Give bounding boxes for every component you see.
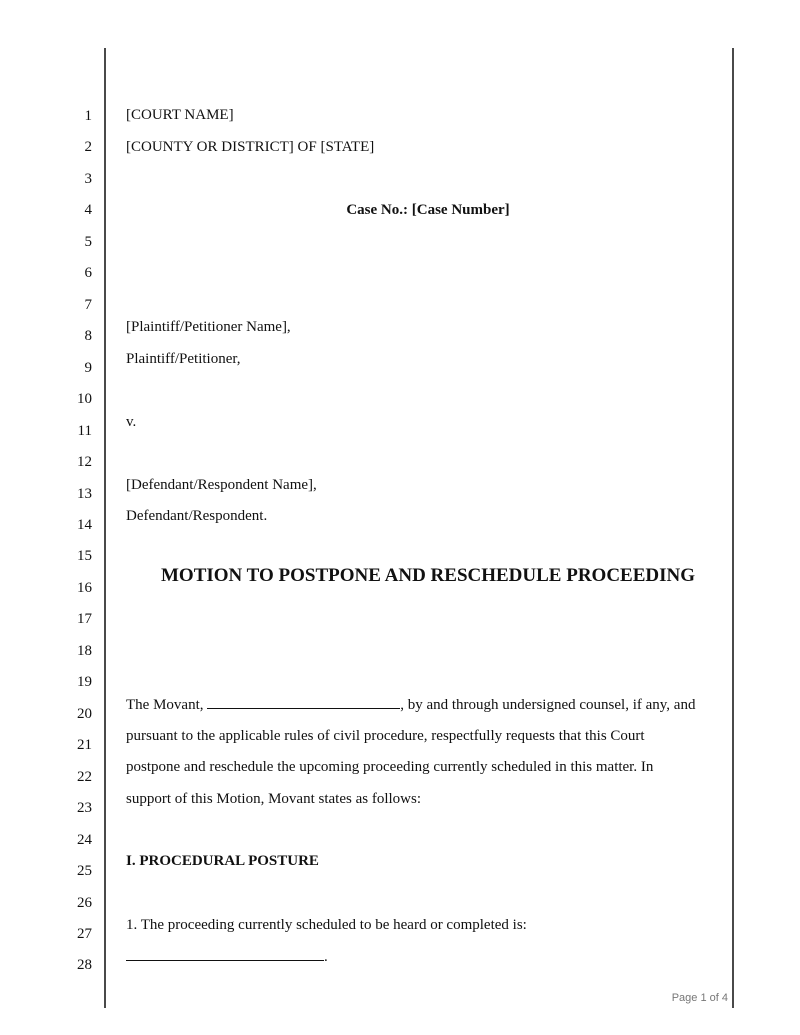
line-number: 17: [77, 611, 92, 627]
intro-line-1-start: The Movant,: [126, 697, 208, 713]
line-number: 10: [77, 391, 92, 407]
line-number: 25: [77, 863, 92, 879]
item-1: 1. The proceeding currently scheduled to be heard or completed is:: [126, 917, 527, 933]
document-title: MOTION TO POSTPONE AND RESCHEDULE PROCEEDING: [160, 565, 696, 586]
court-name: [COURT NAME]: [126, 107, 234, 123]
right-margin-rule: [732, 48, 734, 1008]
line-number: 16: [77, 580, 92, 596]
line-number: 22: [77, 769, 92, 785]
page-footer: Page 1 of 4: [671, 992, 728, 1004]
intro-line-4: support of this Motion, Movant states as follows:: [126, 791, 421, 807]
line-number: 15: [77, 548, 92, 564]
line-number: 13: [77, 486, 92, 502]
line-number: 14: [77, 517, 92, 533]
line-number: 9: [84, 360, 92, 376]
line-number: 1: [84, 108, 92, 124]
movant-name-blank: [207, 695, 400, 709]
intro-line-3: postpone and reschedule the upcoming proceeding currently scheduled in this matter. In: [126, 759, 654, 775]
versus: v.: [126, 414, 137, 430]
defendant-name: [Defendant/Respondent Name],: [126, 477, 317, 493]
line-number: 20: [77, 706, 92, 722]
left-margin-rule: [104, 48, 106, 1008]
line-numbers: [0, 0, 92, 1035]
line-number: 18: [77, 643, 92, 659]
line-number: 6: [84, 265, 92, 281]
section-heading: I. PROCEDURAL POSTURE: [126, 853, 319, 869]
line-number: 28: [77, 957, 92, 973]
intro-line-1-end: , by and through undersigned counsel, if any, and: [400, 697, 696, 713]
line-number: 3: [84, 171, 92, 187]
plaintiff-role: Plaintiff/Petitioner,: [126, 351, 241, 367]
line-number: 23: [77, 800, 92, 816]
line-number: 26: [77, 895, 92, 911]
item-1-answer-period: .: [324, 949, 328, 965]
line-number: 19: [77, 674, 92, 690]
county-state: [COUNTY OR DISTRICT] OF [STATE]: [126, 139, 375, 155]
line-number: 4: [84, 202, 92, 218]
plaintiff-name: [Plaintiff/Petitioner Name],: [126, 319, 291, 335]
line-number: 2: [84, 139, 92, 155]
item-1-answer: [126, 947, 328, 966]
line-number: 7: [84, 297, 92, 313]
line-number: 8: [84, 328, 92, 344]
line-number: 11: [77, 423, 92, 439]
case-number: Case No.: [Case Number]: [346, 202, 510, 218]
intro-line-1: [126, 695, 695, 714]
proceeding-blank: [126, 947, 324, 961]
line-number: 21: [77, 737, 92, 753]
intro-line-2: pursuant to the applicable rules of civil procedure, respectfully requests that this Court: [126, 728, 645, 744]
line-number: 5: [84, 234, 92, 250]
line-number: 24: [77, 832, 92, 848]
defendant-role: Defendant/Respondent.: [126, 508, 268, 524]
line-number: 12: [77, 454, 92, 470]
line-number: 27: [77, 926, 92, 942]
